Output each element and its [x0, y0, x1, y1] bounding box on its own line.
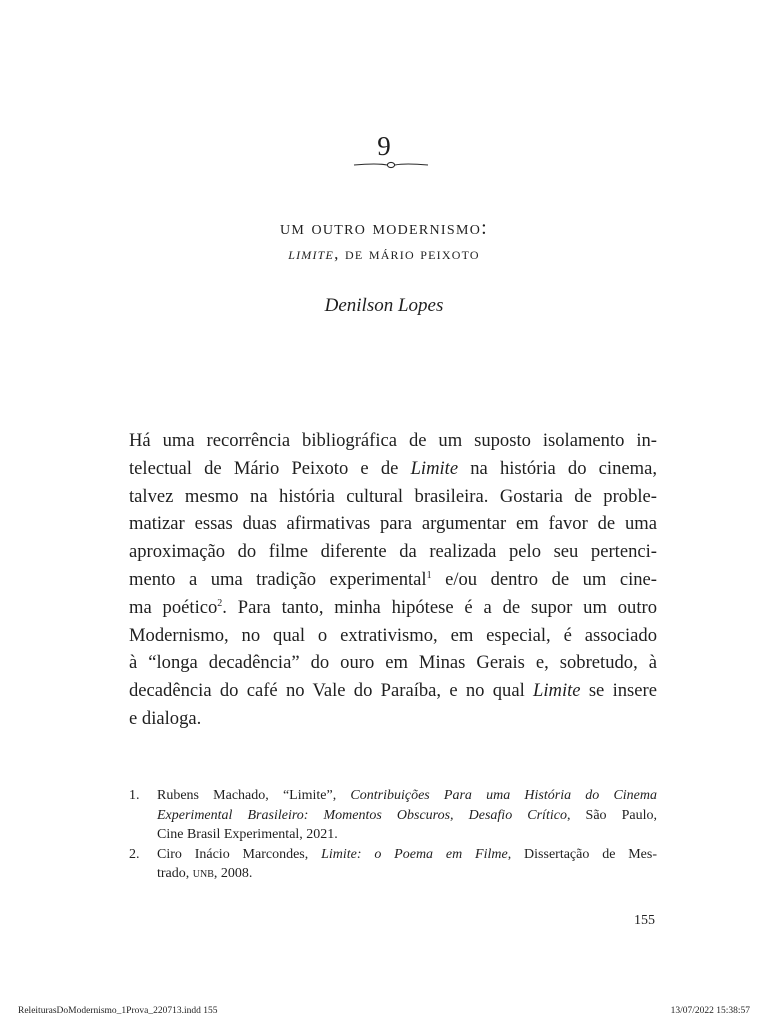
footnote-reference: 1	[426, 569, 432, 581]
italic-text: Limite	[533, 680, 581, 702]
footnote-number: 1.	[129, 788, 140, 803]
body-line: e dialoga.	[129, 707, 202, 729]
chapter-number: 9	[377, 131, 391, 161]
print-slug-file: ReleiturasDoModernismo_1Prova_220713.indd 155	[18, 1006, 218, 1016]
chapter-title: um outro modernismo:	[279, 217, 488, 239]
chapter-subtitle	[0, 244, 768, 264]
italic-text: Contribuições Para uma História do Cinema	[350, 788, 658, 803]
footnote-line: Ciro Inácio Marcondes, Limite: o Poema em Filme, Dissertação de Mes-	[157, 846, 658, 862]
body-line: ma poético$^2$. Para tanto, minha hipótese é a de supor um outro	[129, 596, 657, 618]
body-line: Modernismo, no qual o extrativismo, em especial, é associado	[129, 624, 657, 646]
page-number: 155	[634, 913, 655, 928]
footnote-reference: 2	[217, 597, 223, 609]
footnote-line: Rubens Machado, “Limite”, Contribuições Para uma História do Cinema	[157, 788, 658, 803]
body-line: Há uma recorrência bibliográfica de um suposto isolamento in-	[129, 430, 657, 451]
footnote-line: trado, unb, 2008.	[157, 866, 253, 881]
footnote	[129, 786, 657, 845]
chapter-author: Denilson Lopes	[324, 295, 444, 316]
print-slug-datetime: 13/07/2022 15:38:57	[670, 1006, 750, 1016]
body-paragraph	[129, 427, 657, 733]
body-line: telectual de Mário Peixoto e de Limite na história do cinema,	[129, 457, 657, 479]
footnote-line: Cine Brasil Experimental, 2021.	[157, 827, 338, 842]
footnote-number: 2.	[129, 846, 140, 862]
small-caps-text: unb	[192, 866, 214, 881]
subtitle-rest: , de mário peixoto	[334, 244, 480, 263]
body-line: mento a uma tradição experimental$^1$ e/ou dentro de um cine-	[129, 568, 658, 590]
body-line: decadência do café no Vale do Paraíba, e no qual Limite se insere	[129, 680, 657, 702]
body-line: matizar essas duas afirmativas para argumentar em favor de uma	[129, 513, 657, 535]
body-line: talvez mesmo na história cultural brasileira. Gostaria de proble-	[129, 485, 657, 507]
italic-text: Limite: o Poema em Filme	[321, 846, 508, 862]
body-line: aproximação do filme diferente da realizada pelo seu pertenci-	[129, 541, 657, 563]
italic-text: Limite	[410, 457, 459, 479]
footnote-line: Experimental Brasileiro: Momentos Obscuros, Desafio Crítico, São Paulo,	[157, 807, 658, 823]
italic-text: Experimental Brasileiro: Momentos Obscuros, Desafio Crítico	[157, 807, 567, 823]
footnotes	[129, 786, 657, 884]
chapter-ornament	[352, 160, 430, 170]
footnote	[129, 845, 657, 884]
subtitle-film-title: limite	[288, 244, 335, 263]
body-line: à “longa decadência” do ouro em Minas Gerais e, sobretudo, à	[129, 652, 657, 674]
